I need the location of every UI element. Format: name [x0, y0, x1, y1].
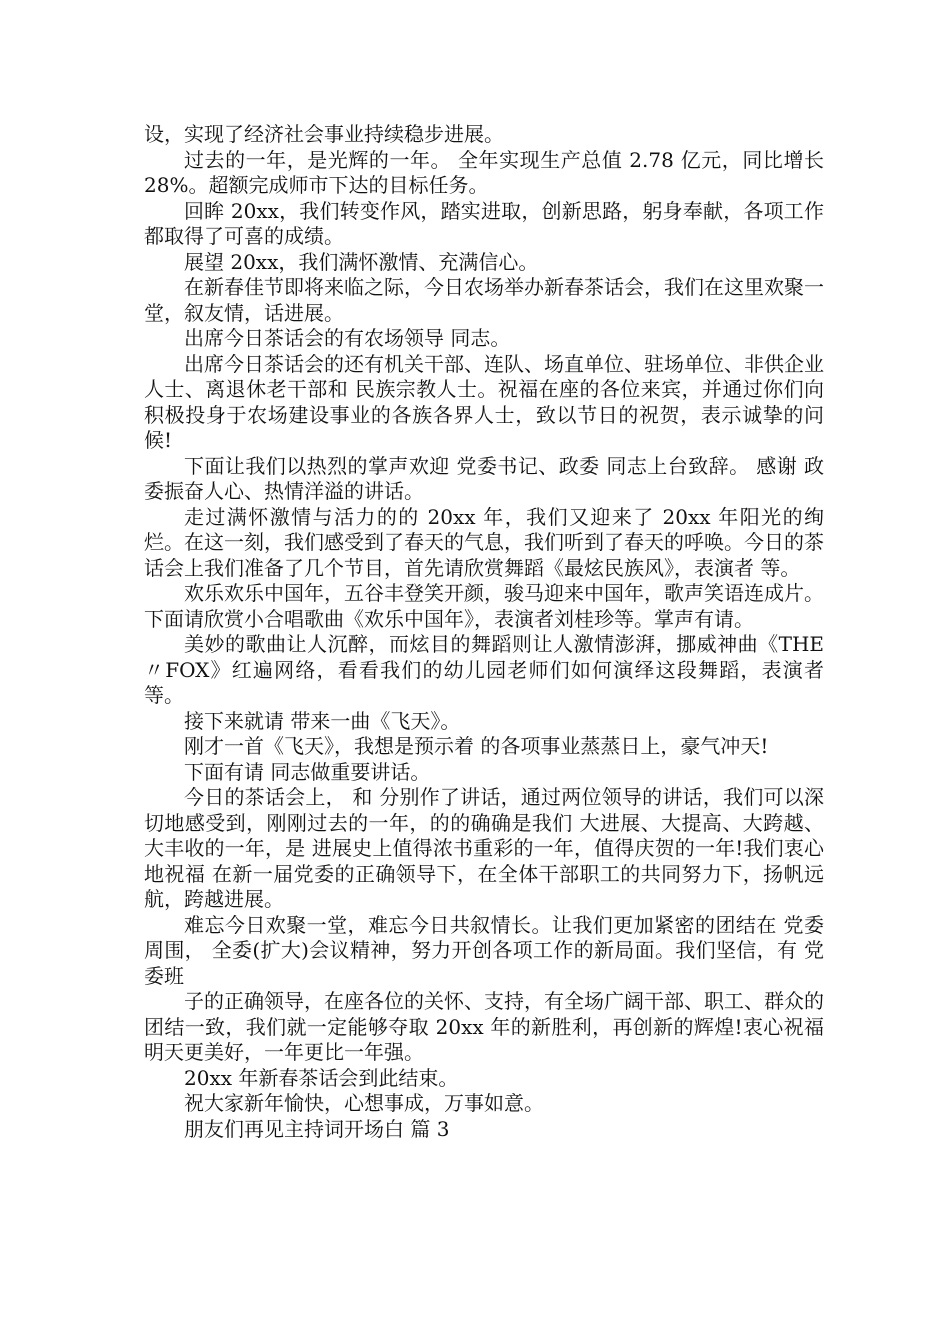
- paragraph: 今日的茶话会上， 和 分别作了讲话，通过两位领导的讲话，我们可以深切地感受到，刚刚过去的一年，的的确确是我们 大进展、大提高、大跨越、大丰收的一年，是 进展史上值得浓书重彩的一年，值得庆贺的一年!我们衷心地祝福 在新一届党委的正确领导下，在全体干部职工的共同努力下，扬帆远航，跨越进展。: [144, 785, 824, 911]
- paragraph: 走过满怀激情与活力的的 20xx 年，我们又迎来了 20xx 年阳光的绚烂。在这一刻，我们感受到了春天的气息，我们听到了春天的呼唤。今日的茶话会上我们准备了几个节目，首先请欣赏舞蹈《最炫民族风》，表演者 等。: [144, 504, 824, 580]
- paragraph: 朋友们再见主持词开场白 篇 3: [184, 1116, 450, 1141]
- paragraph: 展望 20xx，我们满怀激情、充满信心。: [184, 249, 539, 274]
- paragraph: 美妙的歌曲让人沉醉，而炫目的舞蹈则让人激情澎湃，挪威神曲《THE〃FOX》红遍网络，看看我们的幼儿园老师们如何演绎这段舞蹈，表演者 等。: [144, 632, 824, 707]
- document-body: [144, 122, 824, 1142]
- paragraph: 出席今日茶话会的还有机关干部、连队、场直单位、驻场单位、非供企业人士、离退休老干部和 民族宗教人士。祝福在座的各位来宾，并通过你们向积极投身于农场建设事业的各族各界人士，致以节日的祝贺，表示诚挚的问候!: [144, 351, 824, 452]
- paragraph: 祝大家新年愉快，心想事成，万事如意。: [184, 1091, 544, 1115]
- paragraph: 出席今日茶话会的有农场领导 同志。: [184, 326, 511, 350]
- paragraph: 刚才一首《飞天》，我想是预示着 的各项事业蒸蒸日上，豪气冲天!: [184, 734, 769, 758]
- paragraph: 子的正确领导，在座各位的关怀、支持，有全场广阔干部、职工、群众的团结一致，我们就一定能够夺取 20xx 年的新胜利，再创新的辉煌!衷心祝福 明天更美好，一年更比一年强。: [144, 989, 824, 1064]
- paragraph: 过去的一年，是光辉的一年。 全年实现生产总值 2.78 亿元，同比增长 28%。超额完成师市下达的目标任务。: [144, 147, 824, 197]
- paragraph: 下面有请 同志做重要讲话。: [184, 759, 431, 784]
- paragraph: 接下来就请 带来一曲《飞天》。: [184, 708, 461, 733]
- paragraph: 设，实现了经济社会事业持续稳步进展。: [144, 122, 504, 146]
- paragraph: 欢乐欢乐中国年，五谷丰登笑开颜，骏马迎来中国年，歌声笑语连成片。下面请欣赏小合唱歌曲《欢乐中国年》，表演者刘桂珍等。掌声有请。: [144, 581, 824, 631]
- paragraph: 在新春佳节即将来临之际，今日农场举办新春茶话会，我们在这里欢聚一堂，叙友情，话进展。: [144, 275, 824, 325]
- paragraph: 下面让我们以热烈的掌声欢迎 党委书记、政委 同志上台致辞。 感谢 政委振奋人心、热情洋溢的讲话。: [144, 453, 824, 503]
- paragraph: 难忘今日欢聚一堂，难忘今日共叙情长。让我们更加紧密的团结在 党委周围， 全委(扩大)会议精神，努力开创各项工作的新局面。我们坚信，有 党委班: [144, 912, 824, 988]
- paragraph: 20xx 年新春茶话会到此结束。: [184, 1065, 459, 1090]
- paragraph: 回眸 20xx，我们转变作风，踏实进取，创新思路，躬身奉献，各项工作都取得了可喜的成绩。: [144, 198, 824, 248]
